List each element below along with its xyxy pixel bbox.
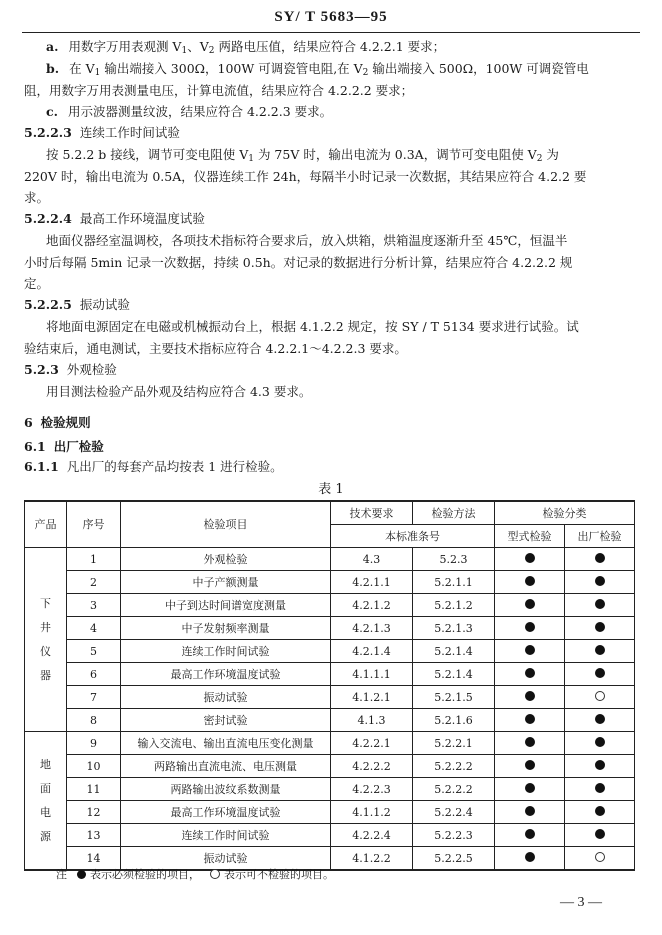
cell-method: 5.2.1.5 <box>413 686 495 709</box>
required-mark-icon <box>525 645 535 655</box>
cell-type-mark <box>495 686 565 709</box>
product-group-char: 下 <box>40 596 51 610</box>
section-5-2-3-heading: 5.2.3 外观检验 <box>24 362 117 377</box>
cell-seq: 10 <box>67 755 121 778</box>
cell-tech: 4.2.2.1 <box>331 732 413 755</box>
table-row <box>25 548 635 571</box>
cell-factory-mark <box>565 755 635 778</box>
para-5-2-2-5-line2: 验结束后，通电测试，主要技术指标应符合 4.2.2.1～4.2.2.3 要求。 <box>24 341 407 356</box>
cell-seq: 1 <box>67 548 121 571</box>
cell-method: 5.2.2.4 <box>413 801 495 824</box>
item-b-cont: 阻，用数字万用表测量电压，计算电流值，结果应符合 4.2.2.2 要求； <box>24 83 414 98</box>
para-5-2-2-4-line1: 地面仪器经室温调校，各项技术指标符合要求后，放入烘箱，烘箱温度逐渐升至 45℃，恒温半 <box>46 233 568 248</box>
table-row <box>25 801 635 824</box>
required-mark-icon <box>525 553 535 563</box>
cell-item: 连续工作时间试验 <box>121 824 331 847</box>
optional-mark-icon <box>210 869 220 879</box>
cell-tech: 4.1.1.2 <box>331 801 413 824</box>
cell-seq: 2 <box>67 571 121 594</box>
table-row <box>25 594 635 617</box>
required-mark-icon <box>595 760 605 770</box>
cell-type-mark <box>495 663 565 686</box>
para-5-2-3: 用目测法检验产品外观及结构应符合 4.3 要求。 <box>46 384 312 399</box>
cell-factory-mark <box>565 801 635 824</box>
cell-type-mark <box>495 732 565 755</box>
cell-type-mark <box>495 617 565 640</box>
cell-method: 5.2.2.2 <box>413 755 495 778</box>
required-mark-icon <box>525 576 535 586</box>
required-mark-icon <box>595 645 605 655</box>
cell-seq: 7 <box>67 686 121 709</box>
cell-item: 外观检验 <box>121 548 331 571</box>
cell-factory-mark <box>565 663 635 686</box>
para-5-2-2-3-line2: 220V 时，输出电流为 0.5A，仪器连续工作 24h，每隔半小时记录一次数据，其结果应符合 4.2.2 要 <box>24 169 587 184</box>
cell-item: 中子到达时间谱宽度测量 <box>121 594 331 617</box>
table-row <box>25 824 635 847</box>
product-group-char: 井 <box>40 620 51 634</box>
cell-seq: 11 <box>67 778 121 801</box>
required-mark-icon <box>595 829 605 839</box>
cell-method: 5.2.2.1 <box>413 732 495 755</box>
item-a: a. 用数字万用表观测 $V_1$、$V_2$ 两路电压值，结果应符合 4.2.2.1 要求； <box>46 39 446 56</box>
cell-method: 5.2.2.5 <box>413 847 495 871</box>
required-mark-icon <box>525 737 535 747</box>
required-mark-icon <box>595 806 605 816</box>
required-mark-icon <box>595 576 605 586</box>
cell-method: 5.2.1.4 <box>413 640 495 663</box>
required-mark-icon <box>525 760 535 770</box>
cell-factory-mark <box>565 709 635 732</box>
product-group-char: 仪 <box>40 644 51 658</box>
section-5-2-2-5-heading: 5.2.2.5 振动试验 <box>24 297 130 312</box>
required-mark-icon <box>525 622 535 632</box>
para-5-2-2-5-line1: 将地面电源固定在电磁或机械振动台上，根据 4.1.2.2 规定，按 SY / T 5134 要求进行试验。试 <box>46 319 579 334</box>
product-group-cell <box>25 548 67 732</box>
cell-item: 密封试验 <box>121 709 331 732</box>
product-group-char: 面 <box>40 781 51 795</box>
cell-seq: 8 <box>67 709 121 732</box>
required-mark-icon <box>595 553 605 563</box>
cell-method: 5.2.2.3 <box>413 824 495 847</box>
cell-seq: 4 <box>67 617 121 640</box>
col-header-factory-test: 出厂检验 <box>565 525 635 548</box>
cell-tech: 4.2.2.4 <box>331 824 413 847</box>
cell-seq: 12 <box>67 801 121 824</box>
cell-tech: 4.1.1.1 <box>331 663 413 686</box>
required-mark-icon <box>525 714 535 724</box>
cell-factory-mark <box>565 778 635 801</box>
col-header-std-clause: 本标准条号 <box>331 525 495 548</box>
cell-type-mark <box>495 594 565 617</box>
product-group-char: 源 <box>40 829 51 843</box>
para-5-2-2-4-line3: 定。 <box>24 276 50 291</box>
cell-item: 两路输出直流电流、电压测量 <box>121 755 331 778</box>
col-header-product: 产品 <box>25 501 67 548</box>
para-5-2-2-3-line1: 按 5.2.2 b 接线，调节可变电阻使 $V_1$ 为 75V 时，输出电流为 0.3A，调节可变电阻使 $V_2$ 为 <box>46 147 559 164</box>
cell-tech: 4.2.1.4 <box>331 640 413 663</box>
product-group-char: 地 <box>40 757 51 771</box>
required-mark-icon <box>525 852 535 862</box>
cell-seq: 3 <box>67 594 121 617</box>
cell-seq: 9 <box>67 732 121 755</box>
required-mark-icon <box>595 737 605 747</box>
cell-type-mark <box>495 571 565 594</box>
col-header-category: 检验分类 <box>495 501 635 525</box>
cell-tech: 4.2.2.2 <box>331 755 413 778</box>
page-header: SY/ T 5683—95 <box>274 9 388 25</box>
cell-tech: 4.2.1.3 <box>331 617 413 640</box>
cell-tech: 4.3 <box>331 548 413 571</box>
product-group-char: 电 <box>40 805 51 819</box>
header-rule <box>22 32 640 33</box>
required-mark-icon <box>595 668 605 678</box>
item-c: c. 用示波器测量纹波，结果应符合 4.2.2.3 要求。 <box>46 104 333 119</box>
required-mark-icon <box>525 806 535 816</box>
cell-seq: 6 <box>67 663 121 686</box>
cell-tech: 4.1.2.1 <box>331 686 413 709</box>
cell-type-mark <box>495 778 565 801</box>
table-note: 注 表示必须检验的项目， 表示可不检验的项目。 <box>56 868 334 881</box>
section-6-heading: 6 检验规则 <box>24 415 91 430</box>
cell-factory-mark <box>565 640 635 663</box>
section-5-2-2-3-heading: 5.2.2.3 连续工作时间试验 <box>24 125 180 140</box>
cell-method: 5.2.1.4 <box>413 663 495 686</box>
required-mark-icon <box>525 691 535 701</box>
cell-type-mark <box>495 801 565 824</box>
cell-item: 两路输出波纹系数测量 <box>121 778 331 801</box>
optional-mark-icon <box>595 691 605 701</box>
table-row <box>25 571 635 594</box>
cell-factory-mark <box>565 824 635 847</box>
required-mark-icon <box>525 599 535 609</box>
cell-tech: 4.2.1.2 <box>331 594 413 617</box>
required-mark-icon <box>525 829 535 839</box>
cell-method: 5.2.1.3 <box>413 617 495 640</box>
table-row <box>25 663 635 686</box>
required-mark-icon <box>525 668 535 678</box>
required-mark-icon <box>595 783 605 793</box>
para-5-2-2-3-line3: 求。 <box>24 190 50 205</box>
required-mark-icon <box>525 783 535 793</box>
cell-item: 振动试验 <box>121 686 331 709</box>
product-group-char: 器 <box>40 668 51 682</box>
cell-factory-mark <box>565 732 635 755</box>
cell-type-mark <box>495 847 565 871</box>
cell-item: 最高工作环境温度试验 <box>121 663 331 686</box>
cell-item: 输入交流电、输出直流电压变化测量 <box>121 732 331 755</box>
table-row <box>25 640 635 663</box>
table-caption: 表 1 <box>318 482 344 497</box>
cell-seq: 13 <box>67 824 121 847</box>
cell-factory-mark <box>565 847 635 871</box>
cell-item: 中子产额测量 <box>121 571 331 594</box>
cell-method: 5.2.2.2 <box>413 778 495 801</box>
table-row <box>25 617 635 640</box>
required-mark-icon <box>77 870 86 879</box>
col-header-item: 检验项目 <box>121 501 331 548</box>
table-row <box>25 732 635 755</box>
optional-mark-icon <box>595 852 605 862</box>
cell-method: 5.2.1.2 <box>413 594 495 617</box>
inspection-table <box>24 500 635 871</box>
section-6-1-heading: 6.1 出厂检验 <box>24 439 104 454</box>
item-b: b. 在 $V_1$ 输出端接入 300Ω，100W 可调瓷管电阻,在 $V_2$ 输出端接入 500Ω，100W 可调瓷管电 <box>46 61 589 78</box>
cell-method: 5.2.1.1 <box>413 571 495 594</box>
cell-seq: 5 <box>67 640 121 663</box>
table-row <box>25 755 635 778</box>
cell-tech: 4.2.2.3 <box>331 778 413 801</box>
para-5-2-2-4-line2: 小时后每隔 5min 记录一次数据，持续 0.5h。对记录的数据进行分析计算，结果应符合 4.2.2.2 规 <box>24 255 573 270</box>
cell-type-mark <box>495 640 565 663</box>
cell-seq: 14 <box>67 847 121 871</box>
col-header-tech: 技术要求 <box>331 501 413 525</box>
page-number: — 3 — <box>560 895 602 910</box>
col-header-type-test: 型式检验 <box>495 525 565 548</box>
cell-type-mark <box>495 709 565 732</box>
cell-item: 中子发射频率测量 <box>121 617 331 640</box>
cell-method: 5.2.3 <box>413 548 495 571</box>
cell-method: 5.2.1.6 <box>413 709 495 732</box>
cell-factory-mark <box>565 686 635 709</box>
section-5-2-2-4-heading: 5.2.2.4 最高工作环境温度试验 <box>24 211 205 226</box>
cell-tech: 4.1.2.2 <box>331 847 413 871</box>
cell-factory-mark <box>565 571 635 594</box>
cell-item: 振动试验 <box>121 847 331 871</box>
cell-tech: 4.1.3 <box>331 709 413 732</box>
required-mark-icon <box>595 599 605 609</box>
cell-factory-mark <box>565 617 635 640</box>
table-row <box>25 686 635 709</box>
required-mark-icon <box>595 622 605 632</box>
cell-item: 最高工作环境温度试验 <box>121 801 331 824</box>
cell-factory-mark <box>565 594 635 617</box>
product-group-cell <box>25 732 67 871</box>
cell-factory-mark <box>565 548 635 571</box>
section-6-1-1-text: 6.1.1 凡出厂的每套产品均按表 1 进行检验。 <box>24 459 283 474</box>
cell-type-mark <box>495 824 565 847</box>
cell-tech: 4.2.1.1 <box>331 571 413 594</box>
table-row <box>25 709 635 732</box>
required-mark-icon <box>595 714 605 724</box>
table-row <box>25 778 635 801</box>
col-header-method: 检验方法 <box>413 501 495 525</box>
cell-item: 连续工作时间试验 <box>121 640 331 663</box>
col-header-seq: 序号 <box>67 501 121 548</box>
cell-type-mark <box>495 755 565 778</box>
cell-type-mark <box>495 548 565 571</box>
